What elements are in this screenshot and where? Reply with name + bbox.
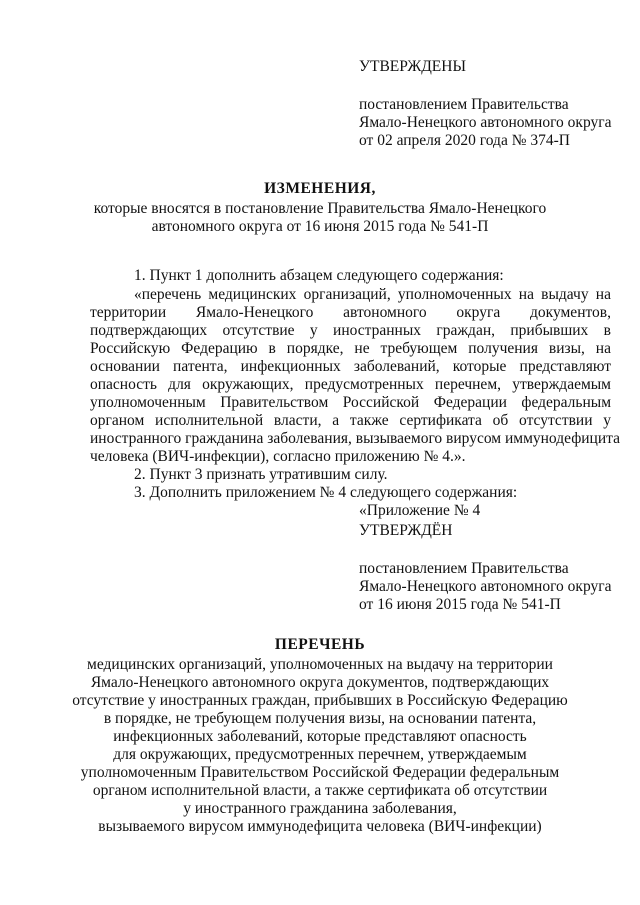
quote-line: территории Ямало-Ненецкого автономного округа документов,	[90, 304, 611, 321]
approval-heading: УТВЕРЖДЕНЫ	[359, 58, 466, 75]
list-line: Ямало-Ненецкого автономного округа документов, подтверждающих	[90, 674, 550, 691]
quote-line: подтверждающих отсутствие у иностранных граждан, прибывших в	[90, 322, 611, 339]
list-line: органом исполнительной власти, а также сертификата об отсутствии	[92, 782, 548, 799]
appendix-line: Ямало-Ненецкого автономного округа	[359, 578, 612, 595]
approval-line: Ямало-Ненецкого автономного округа	[359, 114, 612, 131]
list-line: уполномоченным Правительством Российской Федерации федеральным	[80, 764, 560, 781]
changes-subtitle-line: автономного округа от 16 июня 2015 года № 541-П	[151, 218, 489, 235]
paragraph-2: 2. Пункт 3 признать утратившим силу.	[134, 466, 388, 483]
quote-line: органом исполнительной власти, а также сертификата об отсутствии у	[90, 412, 611, 429]
quote-line: уполномоченным Правительством Российской Федерации федеральным	[90, 394, 611, 411]
paragraph-3: 3. Дополнить приложением № 4 следующего содержания:	[134, 484, 518, 501]
quote-line: Российскую Федерацию в порядке, не требующем получения визы, на	[90, 340, 611, 357]
approval-line: постановлением Правительства	[359, 96, 569, 113]
changes-subtitle-line: которые вносятся в постановление Правительства Ямало-Ненецкого	[93, 200, 547, 217]
quote-line: иностранного гражданина заболевания, вызываемого вирусом иммунодефицита	[90, 430, 620, 447]
appendix-line: от 16 июня 2015 года № 541-П	[359, 596, 561, 613]
changes-title: ИЗМЕНЕНИЯ,	[264, 180, 376, 197]
list-line: инфекционных заболеваний, которые представляют опасность	[113, 728, 527, 745]
list-line: для окружающих, предусмотренных перечнем, утверждаемым	[113, 746, 527, 763]
list-line: вызываемого вирусом иммунодефицита человека (ВИЧ-инфекции)	[98, 818, 542, 835]
quote-first-line: «перечень медицинских организаций, уполномоченных на выдачу на	[134, 286, 611, 303]
paragraph-1: 1. Пункт 1 дополнить абзацем следующего содержания:	[134, 267, 504, 284]
appendix-label: «Приложение № 4	[359, 502, 481, 519]
quote-line: основании патента, инфекционных заболеваний, которые представляют	[90, 358, 611, 375]
list-line: у иностранного гражданина заболевания,	[183, 800, 457, 817]
list-line: в порядке, не требующем получения визы, на основании патента,	[103, 710, 537, 727]
quote-line: опасность для окружающих, предусмотренных перечнем, утверждаемым	[90, 376, 611, 393]
list-title: ПЕРЕЧЕНЬ	[274, 636, 366, 653]
approval-line: от 02 апреля 2020 года № 374-П	[359, 132, 570, 149]
quote-last-line: человека (ВИЧ-инфекции), согласно приложению № 4.».	[90, 448, 466, 465]
appendix-line: постановлением Правительства	[359, 560, 569, 577]
appendix-heading: УТВЕРЖДЁН	[359, 522, 453, 539]
list-line: отсутствие у иностранных граждан, прибывших в Российскую Федерацию	[72, 692, 568, 709]
list-line: медицинских организаций, уполномоченных на выдачу на территории	[87, 656, 553, 673]
